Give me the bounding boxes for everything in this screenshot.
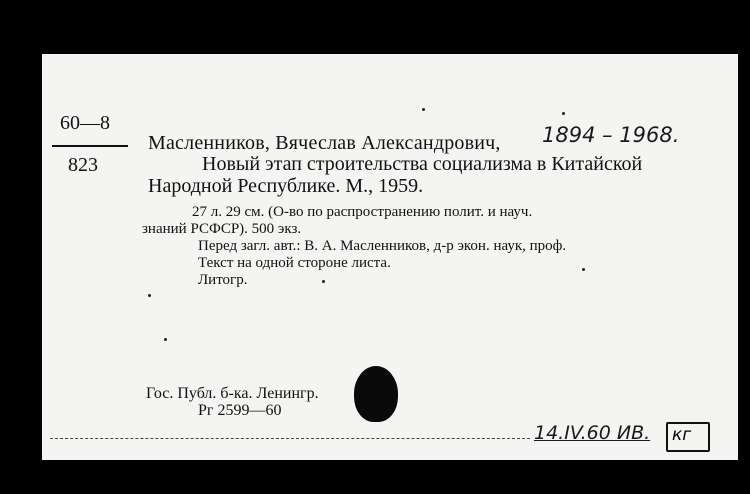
speck [164, 338, 167, 341]
shelf-mark-top: 60—8 [60, 112, 110, 134]
handwritten-date: 14.IV.60 ИВ. [534, 422, 651, 444]
punch-hole-shadow [354, 366, 398, 422]
handwritten-box [666, 422, 710, 452]
title-line-1: Новый этап строительства социализма в Китайской [202, 153, 643, 175]
speck [562, 112, 565, 115]
handwritten-box-label: кг [672, 425, 692, 445]
speck [148, 294, 151, 297]
speck [582, 268, 585, 271]
library-name: Гос. Публ. б-ка. Ленингр. [146, 385, 319, 402]
shelf-mark-divider [52, 145, 128, 147]
note-author: Перед загл. авт.: В. А. Масленников, д-р экон. наук, проф. [198, 238, 567, 254]
collation-line-1: 27 л. 29 см. (О-во по распространению полит. и науч. [192, 204, 533, 220]
speck [322, 280, 325, 283]
shelf-mark-bottom: 823 [68, 154, 98, 176]
catalog-card [42, 54, 738, 460]
bottom-rule [50, 438, 530, 439]
title-line-2: Народной Республике. М., 1959. [148, 175, 424, 197]
note-lithograph: Литогр. [198, 272, 248, 288]
note-text: Текст на одной стороне листа. [198, 255, 391, 271]
handwritten-life-dates: 1894 – 1968. [542, 123, 680, 147]
speck [422, 108, 425, 111]
collation-line-2: знаний РСФСР). 500 экз. [142, 221, 302, 237]
author-heading: Масленников, Вячеслав Александрович, [148, 132, 501, 154]
library-code: Рг 2599—60 [198, 402, 282, 419]
